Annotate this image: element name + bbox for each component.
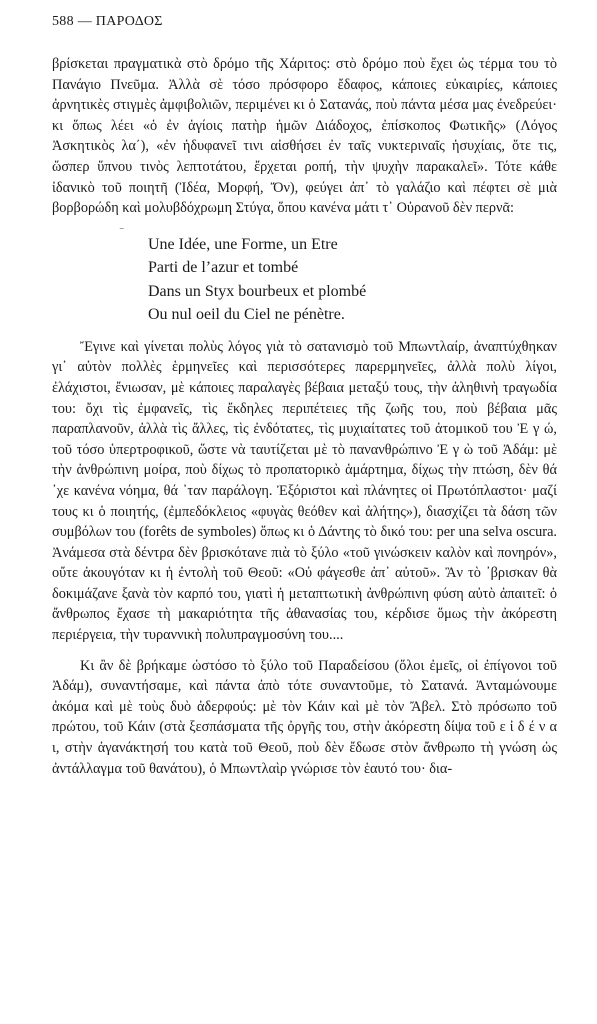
- body-text: [52, 54, 557, 779]
- verse-mark: ‾: [120, 228, 124, 240]
- verse-line-4: Ou nul oeil du Ciel ne pénètre.: [148, 306, 345, 324]
- paragraph-satanism: Ἔγινε καὶ γίνεται πολὺς λόγος γιὰ τὸ σατανισμὸ τοῦ Μπωντλαίρ, ἀναπτύχθηκαν γι᾿ αὐτὸν πολλὲς ἑρμηνεῖες καὶ περισσότερες παρερμηνεῖες, ἀλλὰ πολὺ λίγοι, ἐλάχιστοι, ἔνιωσαν, μὲ κάποιες παραλαγὲς βέβαια μεταξύ τους, τὴν ἀληθινὴ τραγωδία του: ὄχι τὶς ἐμφανεῖς, τὶς ἔκδηλες περιπέτειες τῆς ζωῆς του, ποὺ βέβαια μᾶς παραπλανοῦν, ἀλλὰ τὶς ἄλλες, τὶς ἐνδότατες, τὶς μυχιαίτατες τοῦ ἀτομικοῦ του Ἐ γ ώ, τοῦ τόσο ὑπερτροφικοῦ, ὥστε νὰ ταυτίζεται μὲ τὸ πανανθρώπινο Ἐ γ ὼ τοῦ Ἀδάμ: μὲ τὴν ἀνθρώπινη μοίρα, ποὺ δίχως τὸ προπατορικὸ ἁμάρτημα, δίχως τὴν πτώση, δὲν θά ᾿χε κανένα νόημα, θά ᾿ταν παράλογη. Ἐξόριστοι καὶ πλάνητες οἱ Πρωτόπλαστοι· μαζί τους κι ὁ ποιητής, (ἐμπεδόκλειος «φυγὰς θεόθεν καὶ ἀλήτης»), διασχίζει τὰ δάση τῶν συμβόλων του (forêts de symboles) ὅπως κι ὁ Δάντης τὸ δικό του: per una selva oscura. Ἀνάμεσα στὰ δέντρα δὲν βρισκότανε πιὰ τὸ ξύλο «τοῦ γινώσκειν καλὸν καὶ πονηρόν», οὔτε ἀκουγόταν κι ἡ ἐντολὴ τοῦ Θεοῦ: «Οὐ φάγεσθε ἀπ᾿ αὐτοῦ». Ἂν τὸ ᾿βρισκαν θὰ δοκιμάζανε ξανὰ τὸν καρπό του, γιατὶ ἡ μεταπτωτικὴ ἀνθρώπινη φύση αὐτὸ ἀπαιτεῖ: ὁ ἄνθρωπος ἔχασε τὴ μακαριότητα τῆς ἀθανασίας του, κέρδισε ὅμως τὴν ἀκόρεστη περιέργεια, τὴν τυραννικὴ πολυπραγμοσύνη του....: [52, 338, 557, 644]
- verse-line-3: Dans un Styx bourbeux et plombé: [148, 282, 367, 300]
- verse-line-1: Une Idée, une Forme, un Etre: [148, 235, 338, 253]
- running-head: 588 — ΠΑΡΟΔΟΣ: [52, 14, 163, 29]
- verse-line-2: Parti de l’azur et tombé: [148, 259, 299, 277]
- verse-quote: [120, 228, 557, 327]
- paragraph-intro: βρίσκεται πραγματικὰ στὸ δρόμο τῆς Χάριτος: στὸ δρόμο ποὺ ἔχει ὡς τέρμα του τὸ Πανάγιο Πνεῦμα. Ἀλλὰ σὲ τόσο πρόσφορο ἔδαφος, κάποιες εὐκαιρίες, κάποιες ἀρνητικὲς στιγμὲς ἀμφιβολιῶν, περιμένει κι ὁ Σατανάς, ποὺ πάντα μέσα μας ἐνεδρεύει· κι ὅπως λέει «ὁ ἐν ἁγίοις πατὴρ ἡμῶν Διάδοχος, ἐπίσκοπος Φωτικῆς» (Λόγος Ἀσκητικὸς λα΄), «ἐν ἡδυφανεῖ τινι αἰσθήσει ἐν ταῖς νυκτεριναῖς ἡσυχίαις, ὅτε τις, ὥσπερ ὕπνου τινὸς λεπτοτάτου, ἔρχεται ροπή, τὴν ψυχὴν παρακαλεῖ». Τότε κάθε ἰδανικὸ τοῦ ποιητῆ (Ἰδέα, Μορφή, Ὄν), φεύγει ἀπ᾿ τὸ γαλάζιο καὶ πέφτει σὲ μιὰ βορβορώδη καὶ μολυβδόχρωμη Στύγα, ὅπου κανένα μάτι τ᾿ Οὐρανοῦ δὲν περνᾶ:: [52, 56, 557, 217]
- paragraph-cain-abel: Κι ἂν δὲ βρήκαμε ὡστόσο τὸ ξύλο τοῦ Παραδείσου (ὅλοι ἐμεῖς, οἱ ἐπίγονοι τοῦ Ἀδάμ), συναντήσαμε, καὶ πάντα ἀπὸ τότε συναντοῦμε, τὸ Σατανά. Ἀνταμώνουμε ἀκόμα καὶ μὲ τοὺς δυὸ ἀδερφούς: μὲ τὸν Κάιν καὶ μὲ τὸν Ἄβελ. Στὸ πρόσωπο τοῦ πρώτου, τοῦ Κάιν (στὰ ξεσπάσματα τῆς ὀργῆς του, στὴν ἀκόρεστη δίψα τοῦ ε ἰ δ έ ν α ι, στὴν ἀγανάκτησή του κατὰ τοῦ Θεοῦ, ποὺ δὲν ἔδωσε στὸν ἄνθρωπο τὴ γνώση ὡς ἀντάλλαγμα τοῦ θανάτου), ὁ Μπωντλαὶρ γνώρισε τὸν ἑαυτό του· δια-: [52, 657, 557, 777]
